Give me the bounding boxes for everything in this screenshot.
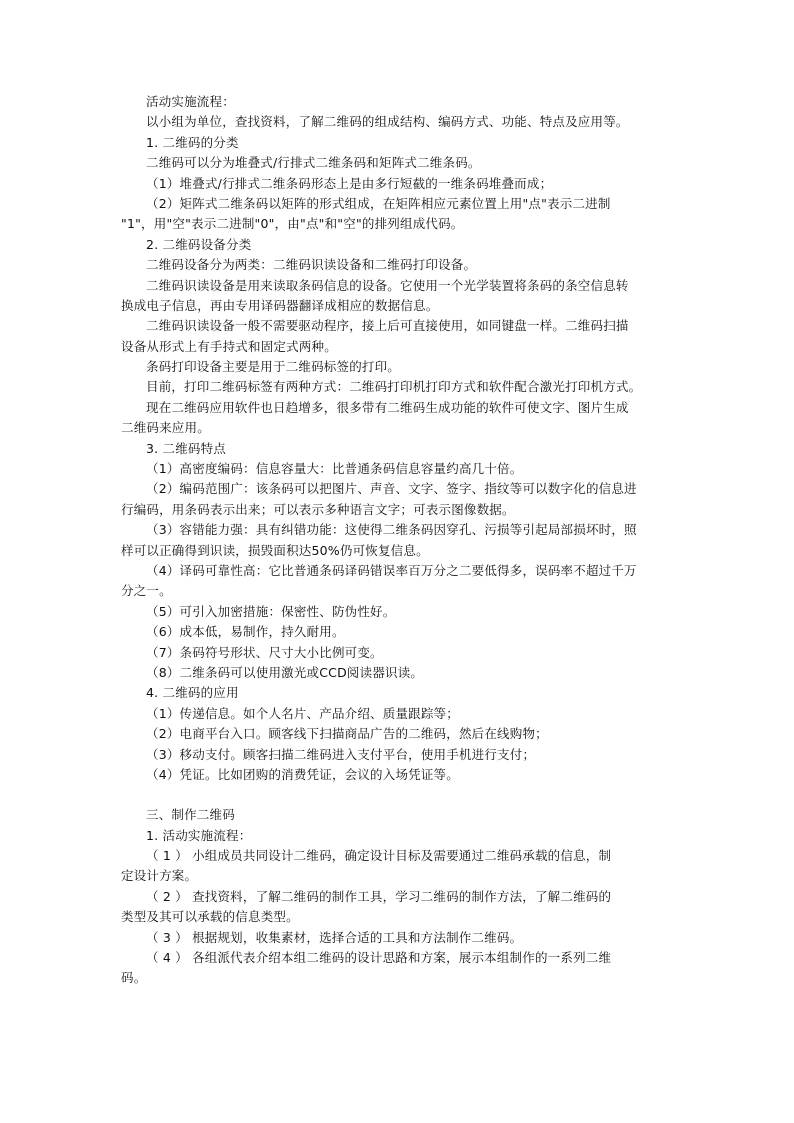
paragraph-line: 定设计方案。 [121,868,198,884]
paragraph-line: （ 2 ） 查找资料，了解二维码的制作工具，学习二维码的制作方法，了解二维码的 [146,888,612,904]
paragraph-line: （5）可引入加密措施：保密性、防伪性好。 [146,603,396,619]
heading-applications: 4. 二维码的应用 [146,685,239,701]
heading-features: 3. 二维码特点 [146,440,226,456]
paragraph-line: 二维码设备分为两类：二维码识读设备和二维码打印设备。 [146,257,477,273]
paragraph-line: 换成电子信息，再由专用译码器翻译成相应的数据信息。 [121,297,439,313]
paragraph-line: （4）译码可靠性高：它比普通条码译码错误率百万分之二要低得多，误码率不超过千万 [146,562,637,578]
paragraph-line: （ 3 ） 根据规划，收集素材，选择合适的工具和方法制作二维码。 [146,929,523,945]
intro-paragraph: 以小组为单位，查找资料，了解二维码的组成结构、编码方式、功能、特点及应用等。 [146,114,629,130]
paragraph-line: （1）传递信息。如个人名片、产品介绍、质量跟踪等； [146,705,459,721]
paragraph-line: 目前，打印二维码标签有两种方式：二维码打印机打印方式和软件配合激光打印机方式。 [146,379,642,395]
paragraph-line: （3）容错能力强：具有纠错功能：这使得二维条码因穿孔、污损等引起局部损坏时，照 [146,522,637,538]
paragraph-line: （2）矩阵式二维条码以矩阵的形式组成，在矩阵相应元素位置上用"点"表示二进制 [146,195,611,211]
paragraph-line: （8）二维条码可以使用激光或CCD阅读器识读。 [146,664,424,680]
paragraph-line: （2）电商平台入口。顾客线下扫描商品广告的二维码，然后在线购物； [146,726,548,742]
section-make-qr [121,805,681,989]
heading-make-qr: 三、制作二维码 [146,807,235,823]
paragraph-line: "1"，用"空"表示二进制"0"，由"点"和"空"的排列组成代码。 [121,216,464,232]
paragraph-line: （ 1 ） 小组成员共同设计二维码，确定设计目标及需要通过二维码承载的信息，制 [146,848,612,864]
paragraph-line: 码。 [121,970,147,986]
heading-classification: 1. 二维码的分类 [146,134,239,150]
paragraph-line: 条码打印设备主要是用于二维码标签的打印。 [146,359,401,375]
paragraph-line: （1）堆叠式/行排式二维条码形态上是由多行短截的一维条码堆叠而成； [146,175,553,191]
paragraph-line: 二维码识读设备一般不需要驱动程序，接上后可直接使用，如同键盘一样。二维码扫描 [146,318,629,334]
paragraph-line: （4）凭证。比如团购的消费凭证，会议的入场凭证等。 [146,766,459,782]
flow-heading: 活动实施流程： [146,94,235,109]
paragraph-line: 行编码，用条码表示出来；可以表示多种语言文字；可表示图像数据。 [121,501,515,517]
paragraph-line: （1）高密度编码：信息容量大：比普通条码信息容量约高几十倍。 [146,461,523,477]
paragraph-line: 二维码来应用。 [121,420,210,436]
subheading-flow: 1. 活动实施流程： [146,827,252,843]
paragraph-line: 现在二维码应用软件也日趋增多，很多带有二维码生成功能的软件可使文字、图片生成 [146,399,629,415]
paragraph-line: （7）条码符号形状、尺寸大小比例可变。 [146,644,383,660]
document-page [121,92,681,989]
paragraph-line: 设备从形式上有手持式和固定式两种。 [121,338,337,354]
paragraph-line: 样可以正确得到识读，损毁面积达50%仍可恢复信息。 [121,542,429,558]
paragraph-line: 二维码可以分为堆叠式/行排式二维条码和矩阵式二维条码。 [146,155,481,171]
section-spacer [121,785,681,805]
paragraph-line: 分之一。 [121,583,172,599]
paragraph-line: （2）编码范围广：该条码可以把图片、声音、文字、签字、指纹等可以数字化的信息进 [146,481,637,497]
section-qr-overview [121,92,681,785]
paragraph-line: （3）移动支付。顾客扫描二维码进入支付平台，使用手机进行支付； [146,746,536,762]
paragraph-line: 类型及其可以承载的信息类型。 [121,909,299,925]
heading-device-classification: 2. 二维码设备分类 [146,236,252,252]
paragraph-line: （ 4 ） 各组派代表介绍本组二维码的设计思路和方案，展示本组制作的一系列二维 [146,950,612,966]
paragraph-line: 二维码识读设备是用来读取条码信息的设备。它使用一个光学装置将条码的条空信息转 [146,277,629,293]
paragraph-line: （6）成本低，易制作，持久耐用。 [146,624,345,640]
